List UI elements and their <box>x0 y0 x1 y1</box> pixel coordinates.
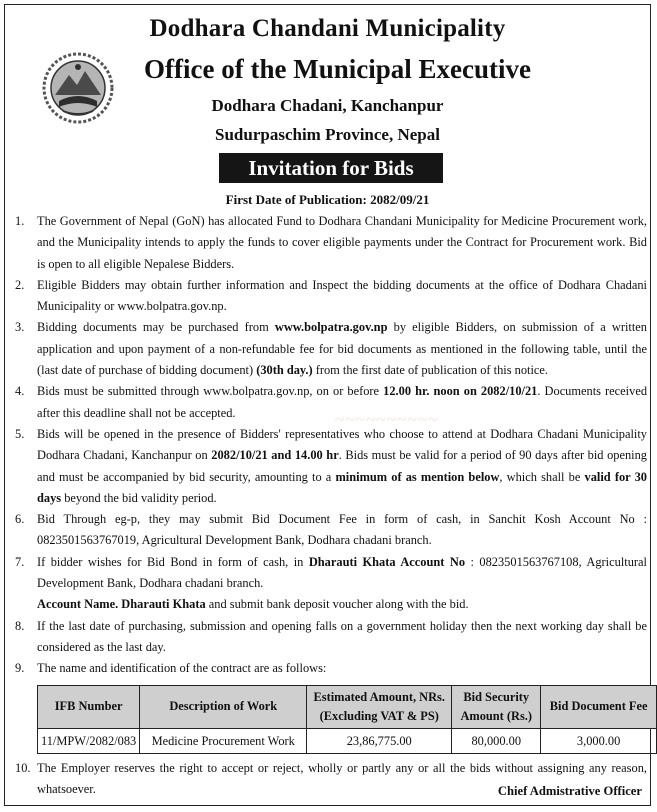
item-text-bold: 12.00 hr. noon on 2082/10/21 <box>383 384 538 399</box>
bid-security-line1: Bid Security <box>463 689 530 704</box>
list-item <box>15 317 647 381</box>
estimated-amount-line2: (Excluding VAT & PS) <box>319 708 439 723</box>
cell-bid-document-fee: 3,000.00 <box>541 728 657 753</box>
item-number: 3. <box>15 320 25 335</box>
table-row <box>38 728 657 753</box>
item-text: If the last date of purchasing, submission and opening falls on a government holiday then the next working day shall be considered as the last day. <box>37 618 647 654</box>
office-name: Office of the Municipal Executive <box>144 54 531 84</box>
item-text: The name and identification of the contract are as follows: <box>37 661 327 676</box>
item-text: Bids will be opened in the presence of Bidders' representatives who choose to attend at Dodhara Chadani Municipality Dodhara Chadani, Kanchanpur on <box>37 426 647 463</box>
table-header-row <box>38 685 657 728</box>
item-number: 8. <box>15 618 25 633</box>
cell-description: Medicine Procurement Work <box>140 728 307 753</box>
item-text-bold: www.bolpatra.gov.np <box>274 320 388 335</box>
estimated-amount-line1: Estimated Amount, NRs. <box>313 689 445 704</box>
list-item <box>15 275 647 318</box>
column-header-bid-document-fee: Bid Document Fee <box>541 685 657 728</box>
list-item <box>15 424 647 509</box>
column-header-estimated-amount <box>307 685 452 728</box>
cell-bid-security: 80,000.00 <box>452 728 541 753</box>
bid-security-line2: Amount (Rs.) <box>460 708 533 723</box>
account-name-text: and submit bank deposit voucher along with the bid. <box>205 597 469 612</box>
item-text-bold: valid for 30 days <box>37 469 647 505</box>
address-line: Dodhara Chadani, Kanchanpur <box>211 96 444 115</box>
item-text: . Bids must be valid for a period of 90 days after bid opening and must be accompanied by bid security, amounting to a <box>37 448 647 484</box>
item-text: beyond the bid validity period. <box>61 490 217 505</box>
item-text: Bids must be submitted through www.bolpatra.gov.np, on or before <box>37 384 384 399</box>
list-item <box>15 658 647 679</box>
list-item <box>15 509 647 552</box>
item-text: The Government of Nepal (GoN) has allocated Fund to Dodhara Chandani Municipality for Medicine Procurement work, and the Municipality intends to apply the funds to cover eligible payments under the Contract for Procurement work. Bid is open to all eligible Nepalese Bidders. <box>37 214 647 271</box>
item-text: Bid Through eg-p, they may submit Bid Document Fee in form of cash, in Sanchit Kosh Account No : 0823501563767019, Agricultural Development Bank, Dodhara chadani branch. <box>37 512 647 548</box>
item-number: 9. <box>15 661 25 676</box>
notice-items <box>15 211 647 800</box>
item-text: Bidding documents may be purchased from <box>37 320 275 335</box>
list-item <box>15 616 647 659</box>
item-text: Eligible Bidders may obtain further information and Inspect the bidding documents at the office of Dodhara Chadani Municipality or www.bolpatra.gov.np. <box>37 277 647 314</box>
item-text-bold: minimum of as mention below <box>335 469 500 484</box>
item-text-bold: Dharauti Khata Account No <box>308 554 466 569</box>
item-number: 6. <box>15 512 25 527</box>
item-text: : 0823501563767108, Agricultural Development Bank, Dodhara chadani branch. <box>37 554 647 591</box>
item-text: . Documents received after this deadline shall not be accepted. <box>37 384 648 420</box>
municipality-name: Dodhara Chandani Municipality <box>149 15 506 42</box>
publication-date: First Date of Publication: 2082/09/21 <box>225 192 430 207</box>
item-number: 4. <box>15 384 25 399</box>
list-item <box>15 211 647 275</box>
item-text: from the first date of publication of this notice. <box>312 363 549 378</box>
account-name-line <box>15 594 647 615</box>
signature-title: Chief Admistrative Officer <box>497 784 642 798</box>
item-text: , which shall be <box>499 469 585 484</box>
account-name-label: Account Name. Dharauti Khata <box>37 597 206 612</box>
item-number: 5. <box>15 426 25 441</box>
contract-table <box>37 685 657 754</box>
item-text: The Employer reserves the right to accept or reject, wholly or partly any or all the bids without assigning any reason, whatsoever. <box>37 760 647 796</box>
list-item <box>15 552 647 595</box>
notice-title-banner: Invitation for Bids <box>219 153 443 183</box>
item-text: If bidder wishes for Bid Bond in form of cash, in <box>37 554 309 569</box>
province-line: Sudurpaschim Province, Nepal <box>215 125 440 144</box>
item-number: 10. <box>15 760 31 775</box>
faint-watermark: ~~~~~~~~~~ <box>335 409 439 429</box>
column-header-description: Description of Work <box>140 685 307 728</box>
item-number: 7. <box>15 554 25 569</box>
item-number: 1. <box>15 214 25 228</box>
cell-estimated-amount: 23,86,775.00 <box>307 728 452 753</box>
list-item <box>15 381 647 424</box>
cell-ifb-number: 11/MPW/2082/083 <box>38 728 140 753</box>
item-text-bold: 2082/10/21 and 14.00 hr <box>211 448 339 463</box>
notice-page <box>4 4 651 806</box>
item-number: 2. <box>15 277 25 292</box>
item-text: by eligible Bidders, on submission of a written application and upon payment of a non-refundable fee for bid documents as mentioned in the following table, until the (last date of purchase of bidding document) <box>37 320 647 378</box>
column-header-bid-security <box>452 685 541 728</box>
item-text-bold: (30th day.) <box>256 363 313 378</box>
column-header-ifb: IFB Number <box>38 685 140 728</box>
